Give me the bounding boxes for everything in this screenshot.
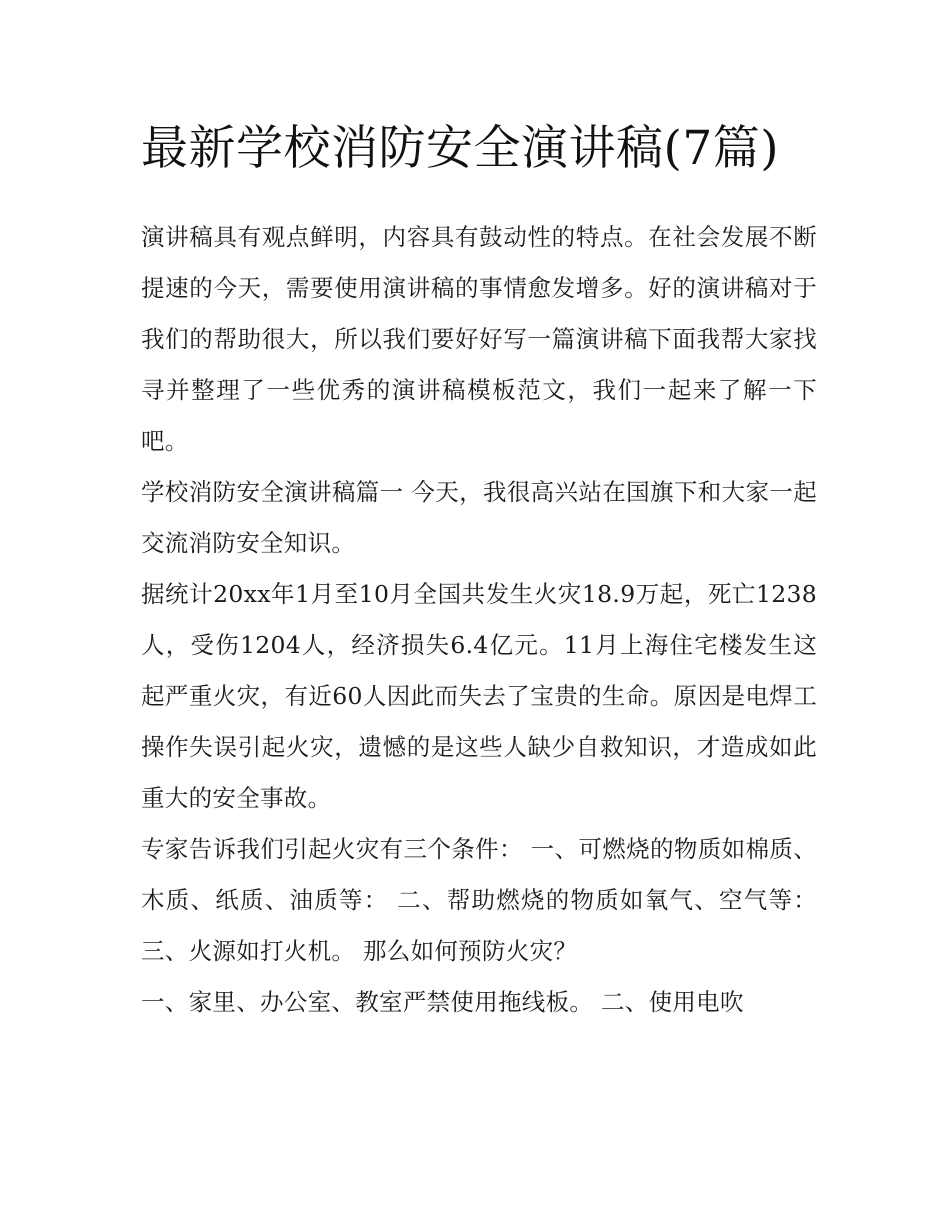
document-page [141, 112, 817, 1028]
document-title: 最新学校消防安全演讲稿(7篇) [141, 121, 780, 176]
paragraph-fire-statistics: 据统计20xx年1月至10月全国共发生火灾18.9万起，死亡1238人，受伤1204人，经济损失6.4亿元。11月上海住宅楼发生这起严重火灾，有近60人因此而失去了宝贵的生命。原因是电焊工操作失误引起火灾，遗憾的是这些人缺少自救知识，才造成如此重大的安全事故。 [141, 580, 817, 812]
document-body [141, 212, 817, 1028]
paragraph-intro: 演讲稿具有观点鲜明，内容具有鼓动性的特点。在社会发展不断提速的今天，需要使用演讲稿的事情愈发增多。好的演讲稿对于我们的帮助很大，所以我们要好好写一篇演讲稿下面我帮大家找寻并整理了一些优秀的演讲稿模板范文，我们一起来了解一下吧。 [141, 223, 817, 455]
paragraph-speech-opening: 学校消防安全演讲稿篇一 今天，我很高兴站在国旗下和大家一起交流消防安全知识。 [141, 478, 817, 557]
paragraph-prevention: 一、家里、办公室、教室严禁使用拖线板。 二、使用电吹 [141, 988, 744, 1016]
paragraph-fire-conditions: 专家告诉我们引起火灾有三个条件： 一、可燃烧的物质如棉质、木质、纸质、油质等： 二、帮助燃烧的物质如氧气、空气等： 三、火源如打火机。 那么如何预防火灾？ [141, 835, 817, 965]
